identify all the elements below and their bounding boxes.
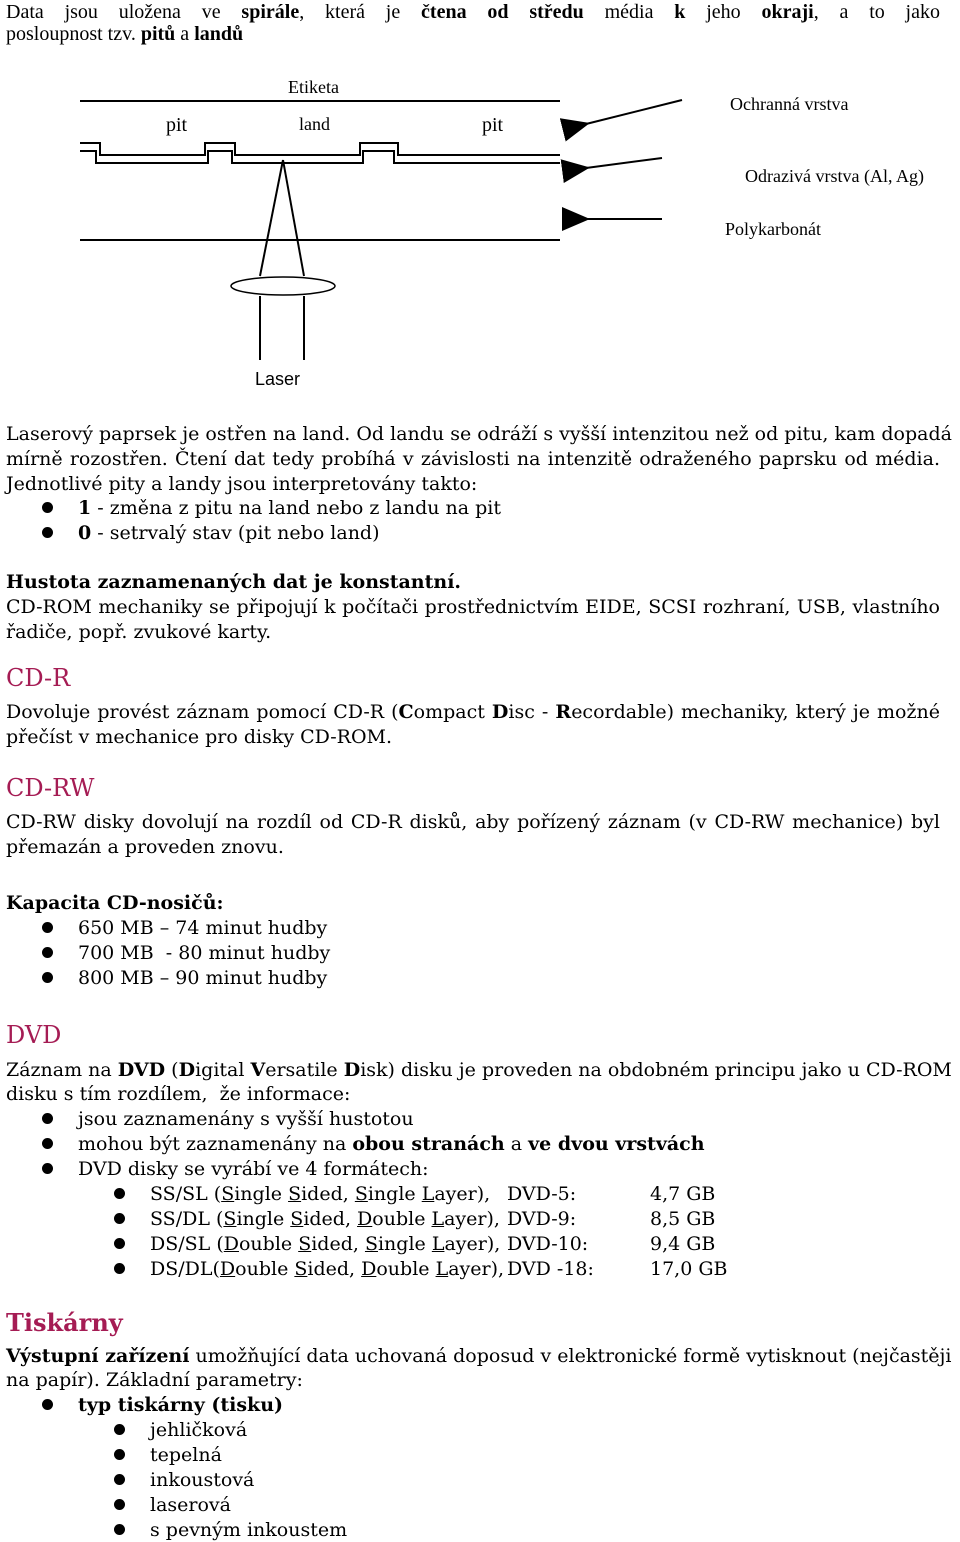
bullet-dot (42, 947, 53, 958)
bullet-dot (114, 1499, 125, 1510)
arrow-ochranna (586, 100, 682, 124)
cd-layer-diagram (0, 0, 960, 400)
dvd-line-2: disku s tím rozdílem, že informace: (6, 1083, 351, 1105)
dvd-format-name: DVD-5: (507, 1183, 577, 1205)
intro-bold: k (674, 1, 686, 23)
dvd-text: Záznam na (6, 1059, 118, 1081)
cdrw-line-1: CD-RW disky dovolují na rozdíl od CD-R disků, aby pořízený záznam (v CD-RW mechanice) byl (6, 811, 940, 833)
intro-bold: okraji (761, 1, 814, 23)
kapacita-item: 800 MB – 90 minut hudby (78, 967, 328, 989)
cdr-bold: D (491, 701, 509, 723)
dvd-bold: D (178, 1059, 196, 1081)
fmt-u: D (357, 1208, 373, 1230)
printer-type: jehličková (150, 1419, 248, 1441)
intro-bold: spirále (241, 1, 300, 23)
fmt-text: DS/SL ( (150, 1233, 224, 1255)
bullet-dot (42, 922, 53, 933)
dvd-format-desc (150, 1257, 504, 1281)
bullet-dot (114, 1238, 125, 1249)
reflective-layer-line (80, 151, 560, 163)
intro-text: a (175, 23, 195, 45)
protective-layer-line (80, 143, 560, 155)
bullet-dot (114, 1213, 125, 1224)
dvd-text: igital (195, 1059, 251, 1081)
arrow-odraziva (586, 158, 662, 168)
dvd-text: ersatile (265, 1059, 344, 1081)
fmt-text: ayer), (448, 1258, 505, 1280)
bullet-num: 1 (78, 497, 92, 519)
bullet-num: 0 (78, 522, 92, 544)
bullet-dot (114, 1188, 125, 1199)
fmt-text: ided, (311, 1233, 365, 1255)
fmt-u: L (431, 1208, 445, 1230)
hustota-line: Hustota zaznamenaných dat je konstantní. (6, 571, 462, 593)
bullet-dot (114, 1449, 125, 1460)
tiskarny-bold: Výstupní zařízení (6, 1345, 190, 1367)
intro-bold: pitů (140, 23, 176, 45)
fmt-u: D (223, 1233, 239, 1255)
tiskarny-line-2: na papír). Základní parametry: (6, 1369, 303, 1391)
dvd-bold: obou stranách (352, 1133, 505, 1155)
fmt-u: S (364, 1233, 378, 1255)
dvd-text: ( (165, 1059, 179, 1081)
printer-type: s pevným inkoustem (150, 1519, 348, 1541)
fmt-u: L (435, 1258, 449, 1280)
fmt-u: S (298, 1233, 312, 1255)
dvd-format-name: DVD-10: (507, 1233, 589, 1255)
fmt-text: ouble (376, 1258, 436, 1280)
intro-text: , která je (299, 1, 422, 23)
dvd-line-1 (6, 1058, 952, 1082)
cdr-bold: R (555, 701, 572, 723)
dvd-format-desc (150, 1207, 500, 1231)
bullet-dot (42, 1113, 53, 1124)
dvd-text: mohou být zaznamenány na (78, 1133, 353, 1155)
label-ochranna: Ochranná vrstva (730, 94, 849, 114)
fmt-u: S (290, 1208, 304, 1230)
dvd-format-desc (150, 1182, 490, 1206)
fmt-text: ayer), (434, 1183, 491, 1205)
dvd-bold: DVD (117, 1059, 166, 1081)
intro-text: jeho (685, 1, 762, 23)
bullet-dot (42, 972, 53, 983)
tiskarny-text: umožňující data uchovaná doposud v elektronické formě vytisknout (nejčastěji (189, 1345, 952, 1367)
cdr-text: ompact (413, 701, 492, 723)
cdrw-line-2: přemazán a proveden znovu. (6, 836, 284, 858)
fmt-u: D (219, 1258, 236, 1280)
para1-line-1: Laserový paprsek je ostřen na land. Od landu se odráží s vyšší intenzitou než od pitu, kam dopadá (6, 423, 952, 445)
fmt-text: SS/SL ( (150, 1183, 222, 1205)
fmt-text: SS/DL ( (150, 1208, 224, 1230)
dvd-bullet-3: DVD disky se vyrábí ve 4 formátech: (78, 1158, 429, 1180)
bullet-dot (114, 1474, 125, 1485)
intro-bold: čtena od středu (421, 1, 584, 23)
kapacita-heading: Kapacita CD-nosičů: (6, 892, 224, 914)
fmt-text: ided, (301, 1183, 355, 1205)
bullet-0 (78, 521, 380, 545)
dvd-format-name: DVD-9: (507, 1208, 577, 1230)
laser-lens (231, 277, 335, 295)
label-laser: Laser (255, 369, 301, 389)
dvd-format-size: 17,0 GB (650, 1258, 728, 1280)
cdrom-line-2: řadiče, popř. zvukové karty. (6, 621, 272, 643)
intro-text: posloupnost tzv. (6, 23, 141, 45)
bullet-dot (42, 527, 53, 538)
label-polykarbonat: Polykarbonát (725, 219, 821, 239)
bullet-dot (42, 1399, 53, 1410)
kapacita-item: 700 MB - 80 minut hudby (78, 942, 331, 964)
bullet-text: - změna z pitu na land nebo z landu na pit (91, 497, 501, 519)
bullet-dot (42, 1138, 53, 1149)
intro-text: média (583, 1, 675, 23)
dvd-bullet-2 (78, 1132, 705, 1156)
bullet-dot (42, 502, 53, 513)
bullet-text: - setrvalý stav (pit nebo land) (91, 522, 380, 544)
tiskarny-line-1 (6, 1344, 952, 1368)
cdrw-heading: CD-RW (6, 774, 95, 802)
dvd-format-size: 8,5 GB (650, 1208, 716, 1230)
cdr-line-1 (6, 700, 940, 724)
bullet-dot (114, 1263, 125, 1274)
dvd-bold: V (250, 1059, 266, 1081)
cdr-text: isc - (508, 701, 556, 723)
intro-text: Data jsou uložena ve (6, 1, 242, 23)
bullet-1 (78, 496, 501, 520)
fmt-u: S (294, 1258, 308, 1280)
cdr-text: ecordable) mechaniky, který je možné (571, 701, 940, 723)
fmt-text: ingle (367, 1183, 422, 1205)
cdr-line-2: přečíst v mechanice pro disky CD-ROM. (6, 726, 393, 748)
cdr-heading: CD-R (6, 664, 71, 692)
printer-type: tepelná (150, 1444, 222, 1466)
label-land: land (299, 114, 330, 134)
kapacita-item: 650 MB – 74 minut hudby (78, 917, 328, 939)
fmt-text: ingle (377, 1233, 432, 1255)
intro-text: , a to jako (813, 1, 940, 23)
dvd-bold: ve dvou vrstvách (528, 1133, 705, 1155)
dvd-bullet-1: jsou zaznamenány s vyšší hustotou (78, 1108, 414, 1130)
label-pit-left: pit (166, 114, 188, 136)
fmt-u: D (361, 1258, 377, 1280)
fmt-text: ingle (236, 1208, 291, 1230)
printer-type: inkoustová (150, 1469, 255, 1491)
intro-bold: landů (194, 23, 244, 45)
fmt-u: S (354, 1183, 368, 1205)
label-odraziva: Odrazivá vrstva (Al, Ag) (745, 166, 924, 186)
para1-line-2: mírně rozostřen. Čtení dat tedy probíhá v závislosti na intenzitě odraženého paprsku od média. (6, 448, 940, 470)
cdr-bold: C (398, 701, 414, 723)
bullet-dot (114, 1424, 125, 1435)
fmt-text: ayer), (444, 1233, 501, 1255)
dvd-text: isk) disku je proveden na obdobném principu jako u CD-ROM (360, 1059, 952, 1081)
fmt-text: ouble (372, 1208, 432, 1230)
fmt-text: ayer), (444, 1208, 500, 1230)
fmt-text: ouble (235, 1258, 295, 1280)
label-etiketa: Etiketa (288, 77, 339, 97)
fmt-text: ided, (303, 1208, 358, 1230)
dvd-format-name: DVD -18: (507, 1258, 594, 1280)
fmt-u: S (288, 1183, 302, 1205)
fmt-text: ouble (238, 1233, 299, 1255)
dvd-heading: DVD (6, 1021, 62, 1049)
dvd-format-desc (150, 1232, 500, 1256)
printer-type: laserová (150, 1494, 231, 1516)
dvd-format-size: 9,4 GB (650, 1233, 716, 1255)
bullet-dot (114, 1524, 125, 1535)
fmt-text: ided, (307, 1258, 362, 1280)
cdr-text: Dovoluje provést záznam pomocí CD-R ( (6, 701, 399, 723)
para1-line-3: Jednotlivé pity a landy jsou interpretovány takto: (6, 473, 478, 495)
dvd-format-size: 4,7 GB (650, 1183, 716, 1205)
bullet-dot (42, 1163, 53, 1174)
dvd-bold: D (343, 1059, 361, 1081)
fmt-text: ingle (234, 1183, 289, 1205)
tiskarny-typ: typ tiskárny (tisku) (78, 1394, 284, 1416)
fmt-u: L (421, 1183, 435, 1205)
cdrom-line-1: CD-ROM mechaniky se připojují k počítači prostřednictvím EIDE, SCSI rozhraní, USB, vlastního (6, 596, 940, 618)
fmt-u: S (223, 1208, 237, 1230)
label-pit-right: pit (482, 114, 504, 136)
fmt-text: DS/DL( (150, 1258, 220, 1280)
tiskarny-heading: Tiskárny (6, 1308, 123, 1337)
fmt-u: L (431, 1233, 445, 1255)
fmt-u: S (221, 1183, 235, 1205)
dvd-text: a (504, 1133, 529, 1155)
